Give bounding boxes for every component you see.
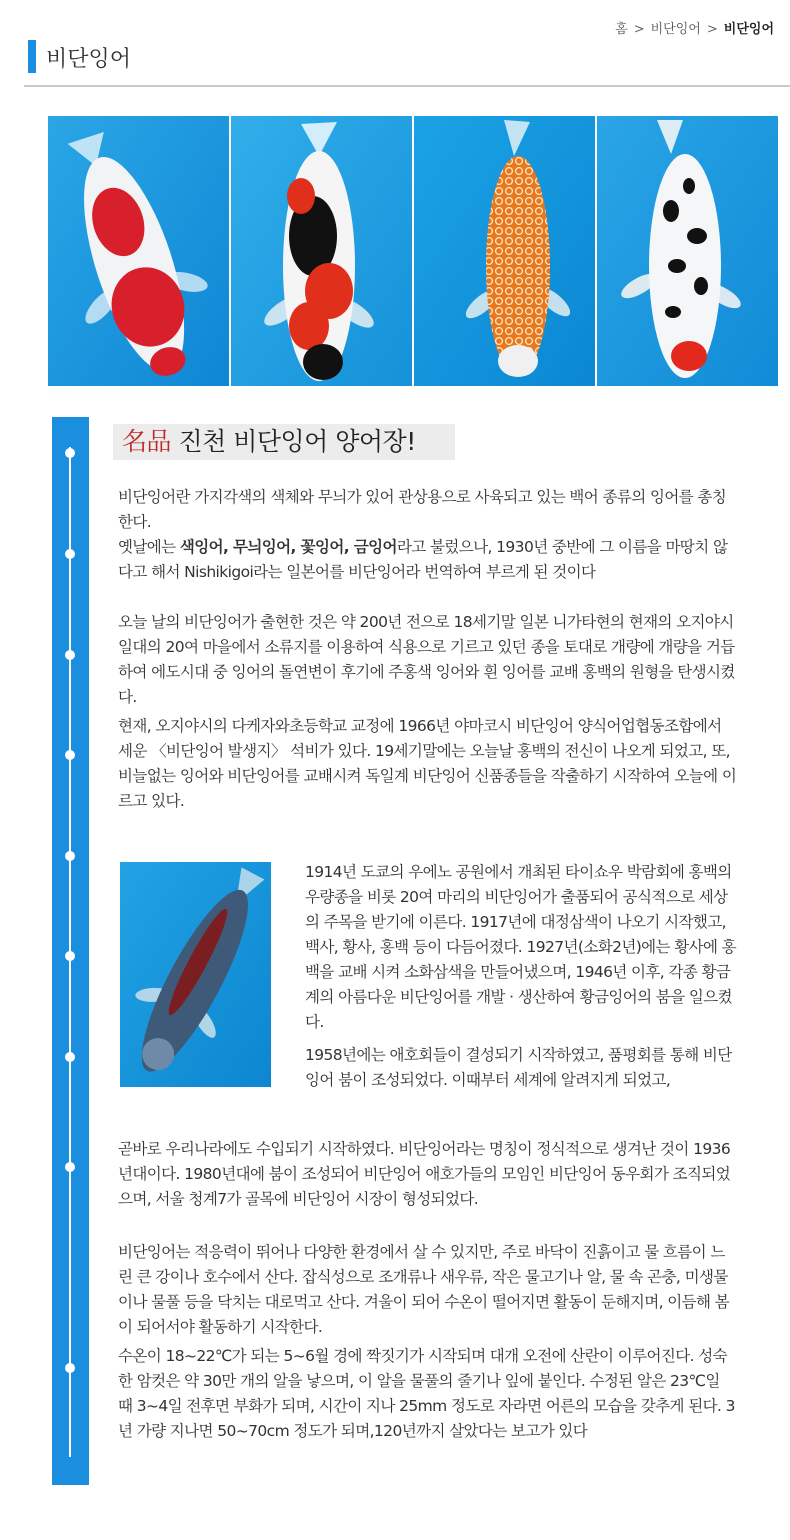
paragraph-text: 라고 불렀으나, 1930년 중반에 그 이름을 마땅치 않다고 해서 Nishikigoi라는 일본어를 비단잉어라 번역하여 부르게 된 것이다 (118, 538, 728, 581)
main-heading (122, 424, 416, 460)
koi-kujaku-photo (414, 116, 595, 386)
breadcrumb-home-link[interactable]: 홈 (615, 22, 628, 37)
timeline-dot (65, 951, 75, 961)
paragraph: 수온이 18~22℃가 되는 5~6월 경에 짝짓기가 시작되며 대개 오전에 산란이 이루어진다. 성숙한 암컷은 약 30만 개의 알을 낳으며, 이 알을 물풀의 줄기나 잎에 붙인다. 수정된 알은 23℃일 때 3~4일 전후면 부화가 되며, 시간이 지나 25mm 정도로 자라면 어른의 모습을 갖추게 된다. 3년 가량 지나면 50~70cm 정도가 되며,120년까지 살았다는 보고가 있다 (118, 1347, 735, 1440)
paragraph: 1914년 도쿄의 우에노 공원에서 개최된 타이쇼우 박람회에 홍백의 우량종을 비롯 20여 마리의 비단잉어가 출품되어 공식적으로 세상의 주목을 받기에 이른다. 1917년에 대정삼색이 나오기 시작했고, 백사, 황사, 홍백 등이 다듬어졌다. 1927년(소화2년)에는 황사에 홍백을 교배 시켜 소화삼색을 만들어냈으며, 1946년 이후, 각종 황금계의 아름다운 비단잉어를 개발 · 생산하여 황금잉어의 붐을 일으켰다. (305, 863, 737, 1031)
paragraph: 비단잉어란 가지각색의 색체와 무늬가 있어 관상용으로 사육되고 있는 백어 종류의 잉어를 총칭한다. (118, 488, 727, 531)
paragraph: 1958년에는 애호회들이 결성되기 시작하였고, 품평회를 통해 비단잉어 붐이 조성되었다. 이때부터 세계에 알려지게 되었고, (305, 1046, 732, 1089)
koi-photo (120, 862, 271, 1087)
koi-showa-photo (231, 116, 412, 386)
koi-kohaku-photo (48, 116, 229, 386)
paragraph: 현재, 오지야시의 다케자와초등학교 교정에 1966년 야마코시 비단잉어 양식어업협동조합에서 세운 〈비단잉어 발생지〉 석비가 있다. 19세기말에는 오늘날 홍백의 전신이 나오게 되었고, 또, 비늘없는 잉어와 비단잉어를 교배시켜 독일계 비단잉어 신품종들을 작출하기 시작하여 오늘에 이르고 있다. (118, 717, 737, 810)
timeline-dot (65, 448, 75, 458)
timeline-dot (65, 549, 75, 559)
breadcrumb (615, 18, 774, 37)
paragraph: 오늘 날의 비단잉어가 출현한 것은 약 200년 전으로 18세기말 일본 니가타현의 현재의 오지야시 일대의 20여 마을에서 소류지를 이용하여 식용으로 기르고 있던 종을 토대로 개량에 개량을 거듭하여 에도시대 중 잉어의 돌연변이 후기에 주홍색 잉어와 흰 잉어를 교배 홍백의 원형을 탄생시켰다. (118, 613, 735, 706)
paragraph-text: 옛날에는 (118, 538, 180, 556)
paragraph: 비단잉어는 적응력이 뛰어나 다양한 환경에서 살 수 있지만, 주로 바닥이 진흙이고 물 흐름이 느린 큰 강이나 호수에서 산다. 잡식성으로 조개류나 새우류, 작은 물고기나 알, 물 속 곤충, 미생물이나 물풀 등을 닥치는 대로먹고 산다. 겨울이 되어 수온이 떨어지면 활동이 둔해지며, 이듬해 봄이 되어서야 활동하기 시작한다. (118, 1243, 730, 1336)
paragraph-bold-text: 색잉어, 무늬잉어, 꽃잉어, 금잉어 (179, 538, 397, 556)
timeline-dot (65, 750, 75, 760)
paragraph (118, 535, 738, 585)
chevron-right-icon: > (633, 22, 645, 37)
breadcrumb-section-link[interactable]: 비단잉어 (650, 22, 701, 37)
chevron-right-icon: > (706, 22, 718, 37)
page-title: 비단잉어 (46, 47, 132, 72)
heading-accent: 名品 (122, 427, 172, 456)
timeline-dot (65, 851, 75, 861)
timeline-dot (65, 650, 75, 660)
timeline-dot (65, 1363, 75, 1373)
timeline-dot (65, 1052, 75, 1062)
title-accent-bar (28, 40, 36, 73)
koi-photo-gallery (48, 116, 778, 386)
heading-text: 진천 비단잉어 양어장! (171, 427, 416, 456)
timeline-bar (52, 417, 89, 1485)
koi-shiro-utsuri-photo (597, 116, 778, 386)
breadcrumb-current: 비단잉어 (723, 22, 774, 37)
title-divider (24, 85, 790, 87)
timeline-dot (65, 1162, 75, 1172)
paragraph: 곧바로 우리나라에도 수입되기 시작하였다. 비단잉어라는 명칭이 정식적으로 생겨난 것이 1936년대이다. 1980년대에 붐이 조성되어 비단잉어 애호가들의 모임인 비단잉어 동우회가 조직되었으며, 서울 청계7가 골목에 비단잉어 시장이 형성되었다. (118, 1140, 731, 1208)
